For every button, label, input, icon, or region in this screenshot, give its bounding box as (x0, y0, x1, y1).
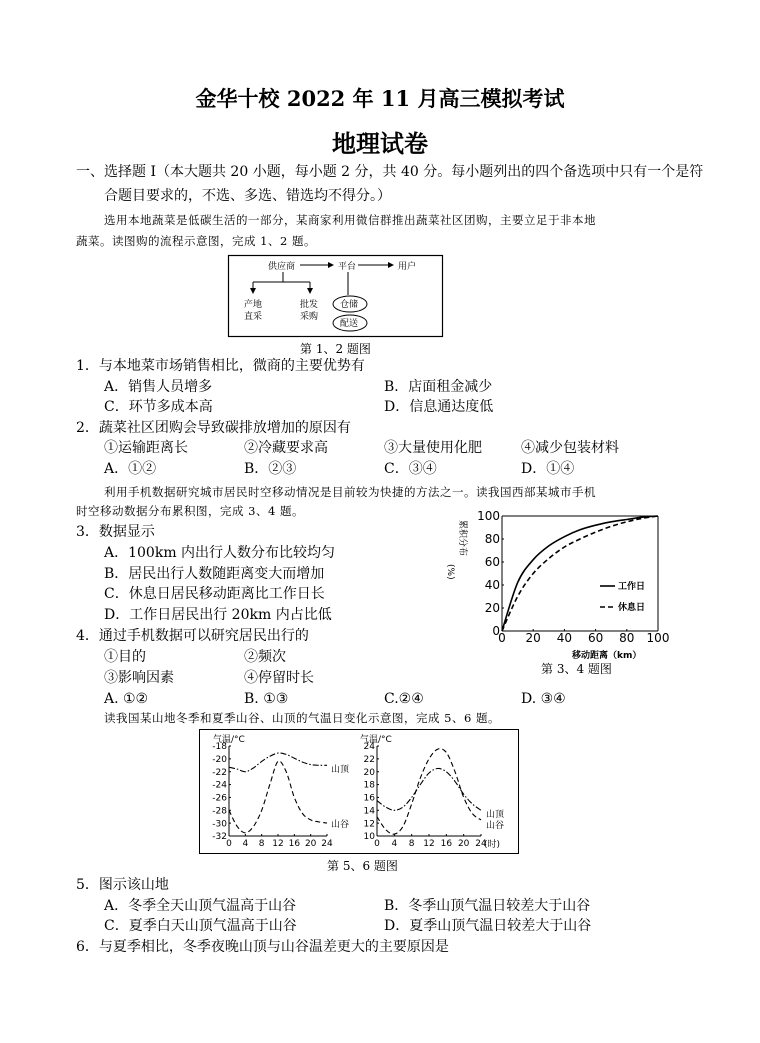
chart34-x-tick-label: 80 (619, 631, 635, 645)
q1-option-d[interactable]: D．信息通达度低 (384, 399, 494, 415)
intro-1-line2: 蔬菜。读图购的流程示意图，完成 1、2 题。 (76, 234, 316, 248)
chart56-summer-y-tick-label: 14 (363, 806, 375, 817)
chart56-summer-y-tick-label: 22 (363, 755, 375, 766)
chart56-winter-series-0 (229, 753, 327, 772)
chart34-y-tick-label: 0 (492, 624, 500, 639)
chart56-summer-x-tick-label: 12 (423, 839, 435, 849)
flow-user: 用户 (398, 262, 417, 272)
chart56-winter-x-tick-label: 20 (304, 839, 317, 849)
chart56-summer-series-0 (377, 768, 481, 810)
chart34-ylabel-line2: (%) (445, 564, 455, 580)
chart34-y-tick-label: 100 (477, 509, 500, 524)
chart56-summer-y-tick-label: 18 (363, 780, 375, 791)
chart56-winter-valley-label: 山谷 (331, 820, 350, 830)
q5-option-c[interactable]: C．夏季白天山顶气温高于山谷 (104, 918, 297, 934)
q1-option-b[interactable]: B．店面租金减少 (384, 379, 493, 395)
chart56-winter-y-tick-label: -28 (212, 806, 227, 817)
q4-option-b[interactable]: B. ①③ (244, 691, 289, 707)
q2-item-4: ④减少包装材料 (521, 440, 619, 456)
chart34-legend-work: 工作日 (618, 582, 646, 592)
q2-item-3: ③大量使用化肥 (384, 440, 482, 456)
flow-wholesale-line1: 批发 (300, 300, 319, 310)
chart56-summer-x-tick-label: 16 (440, 839, 453, 849)
q5-option-a[interactable]: A．冬季全天山顶气温高于山谷 (104, 898, 297, 914)
chart56-winter-x-tick-label: 0 (226, 839, 232, 849)
chart34-series-1 (502, 516, 658, 631)
q1-stem: 1．与本地菜市场销售相比，微商的主要优势有 (76, 358, 365, 374)
chart56-summer-y-tick-label: 16 (363, 793, 375, 804)
chart56-xunit: (时) (484, 840, 501, 850)
chart56-summer-y-tick-label: 10 (363, 832, 375, 843)
chart34-x-tick-label: 40 (556, 631, 573, 645)
q1-option-c[interactable]: C．环节多成本高 (104, 399, 213, 415)
chart34-x-tick-label: 0 (498, 631, 506, 645)
chart56-winter-x-tick-label: 8 (258, 839, 265, 849)
q4-item-4: ④停留时长 (244, 670, 314, 686)
q5-option-b[interactable]: B．冬季山顶气温日较差大于山谷 (384, 898, 591, 914)
q2-item-2: ②冷藏要求高 (244, 440, 328, 456)
exam-subject: 地理试卷 (332, 130, 428, 158)
q2-stem: 2．蔬菜社区团购会导致碳排放增加的原因有 (76, 420, 351, 436)
flow-storage: 仓储 (340, 300, 359, 310)
q5-option-d[interactable]: D．夏季山顶气温日较差大于山谷 (384, 918, 592, 934)
flow-platform: 平台 (338, 262, 357, 272)
q3-option-c[interactable]: C．休息日居民移动距离比工作日长 (104, 586, 325, 602)
chart56-summer-x-tick-label: 20 (457, 839, 470, 849)
q3-option-d[interactable]: D．工作日居民出行 20km 内占比低 (104, 607, 332, 623)
chart34-y-tick-label: 40 (484, 578, 500, 593)
flow-wholesale-line2: 采购 (300, 312, 319, 322)
chart34-xlabel: 移动距离（km） (572, 651, 642, 661)
chart34-ylabel-line1: 累积分布 (457, 520, 467, 557)
chart56-summer-y-tick-label: 24 (363, 742, 375, 753)
q3-option-a[interactable]: A．100km 内出行人数分布比较均匀 (104, 545, 336, 561)
chart34-series-0 (502, 516, 658, 631)
q4-item-2: ②频次 (244, 649, 286, 665)
chart56-summer-x-tick-label: 4 (391, 839, 398, 849)
chart56-winter-x-tick-label: 4 (242, 839, 249, 849)
chart56-ylabel-left: 气温/°C (213, 735, 245, 745)
chart34-legend-rest: 休息日 (618, 603, 646, 613)
q1-option-a[interactable]: A．销售人员增多 (104, 379, 213, 395)
chart56-winter-y-tick-label: -22 (212, 767, 227, 778)
chart56-winter-x-tick-label: 16 (288, 839, 301, 849)
chart56-summer-x-tick-label: 24 (475, 839, 487, 849)
q4-option-a[interactable]: A. ①② (104, 691, 149, 707)
q2-option-a[interactable]: A．①② (104, 461, 157, 477)
cumulative-distribution-chart (445, 506, 680, 678)
chart34-caption: 第 3、4 题图 (541, 662, 612, 676)
chart56-winter-y-tick-label: -24 (212, 780, 227, 791)
exam-title: 金华十校 2022 年 11 月高三模拟考试 (195, 86, 565, 111)
intro-2-line2: 时空移动数据分布累积图，完成 3、4 题。 (76, 504, 304, 518)
chart56-summer-x-tick-label: 8 (408, 839, 415, 849)
q2-option-b[interactable]: B．②③ (244, 461, 297, 477)
chart56-winter-y-tick-label: -18 (212, 742, 227, 753)
q4-item-3: ③影响因素 (104, 670, 174, 686)
q5-stem: 5．图示该山地 (76, 877, 169, 893)
intro-1-line1: 选用本地蔬菜是低碳生活的一部分，某商家利用微信群推出蔬菜社区团购，主要立足于非本地 (104, 213, 596, 227)
flow-origin-line2: 直采 (244, 312, 263, 322)
chart56-summer-y-tick-label: 20 (363, 767, 375, 778)
flow-supplier: 供应商 (268, 262, 296, 272)
intro-2-line1: 利用手机数据研究城市居民时空移动情况是目前较为快捷的方法之一。读我国西部某城市手机 (104, 485, 596, 499)
temperature-chart (199, 729, 519, 855)
chart34-x-tick-label: 60 (587, 631, 604, 645)
flow-delivery: 配送 (340, 319, 359, 329)
q2-item-1: ①运输距离长 (104, 440, 188, 456)
q2-option-d[interactable]: D．①④ (521, 461, 575, 477)
chart34-y-tick-label: 60 (484, 555, 500, 570)
chart56-summer-valley-label: 山谷 (486, 821, 505, 831)
q3-stem: 3．数据显示 (76, 524, 155, 540)
chart56-caption: 第 5、6 题图 (327, 859, 398, 873)
flow-origin-line1: 产地 (244, 300, 263, 310)
flow-caption: 第 1、2 题图 (300, 342, 371, 356)
q4-option-d[interactable]: D. ③④ (521, 691, 566, 707)
chart34-x-tick-label: 100 (646, 631, 670, 645)
chart56-summer-y-tick-label: 12 (363, 819, 375, 830)
chart56-winter-x-tick-label: 12 (272, 839, 284, 849)
chart34-x-tick-label: 20 (525, 631, 541, 645)
section-heading-line2: 合题目要求的，不选、多选、错选均不得分。） (104, 188, 391, 204)
chart56-winter-x-tick-label: 24 (321, 839, 333, 849)
q3-option-b[interactable]: B．居民出行人数随距离变大而增加 (104, 566, 325, 582)
chart56-ylabel-right: 气温/°C (360, 735, 392, 745)
q6-stem: 6．与夏季相比，冬季夜晚山顶与山谷温差更大的主要原因是 (76, 939, 449, 955)
intro-3-line1: 读我国某山地冬季和夏季山谷、山顶的气温日变化示意图，完成 5、6 题。 (104, 711, 500, 725)
section-heading-line1: 一、选择题 I（本大题共 20 小题，每小题 2 分，共 40 分。每小题列出的四个备选项中只有一个是符 (76, 164, 704, 180)
chart56-summer-top-label: 山顶 (486, 810, 505, 820)
q4-item-1: ①目的 (104, 649, 146, 665)
chart56-winter-y-tick-label: -26 (212, 793, 227, 804)
q4-stem: 4．通过手机数据可以研究居民出行的 (76, 628, 309, 644)
chart56-winter-y-tick-label: -20 (212, 755, 227, 766)
chart56-winter-y-tick-label: -30 (212, 819, 227, 830)
chart34-y-tick-label: 20 (484, 601, 500, 616)
chart56-summer-x-tick-label: 0 (374, 839, 380, 849)
q4-option-c[interactable]: C.②④ (384, 691, 424, 707)
chart56-winter-y-tick-label: -32 (212, 832, 227, 843)
flow-diagram (228, 255, 443, 337)
chart34-y-tick-label: 80 (484, 532, 500, 547)
q2-option-c[interactable]: C．③④ (384, 461, 437, 477)
chart56-winter-top-label: 山顶 (331, 765, 350, 775)
chart56-summer-series-1 (377, 749, 481, 834)
